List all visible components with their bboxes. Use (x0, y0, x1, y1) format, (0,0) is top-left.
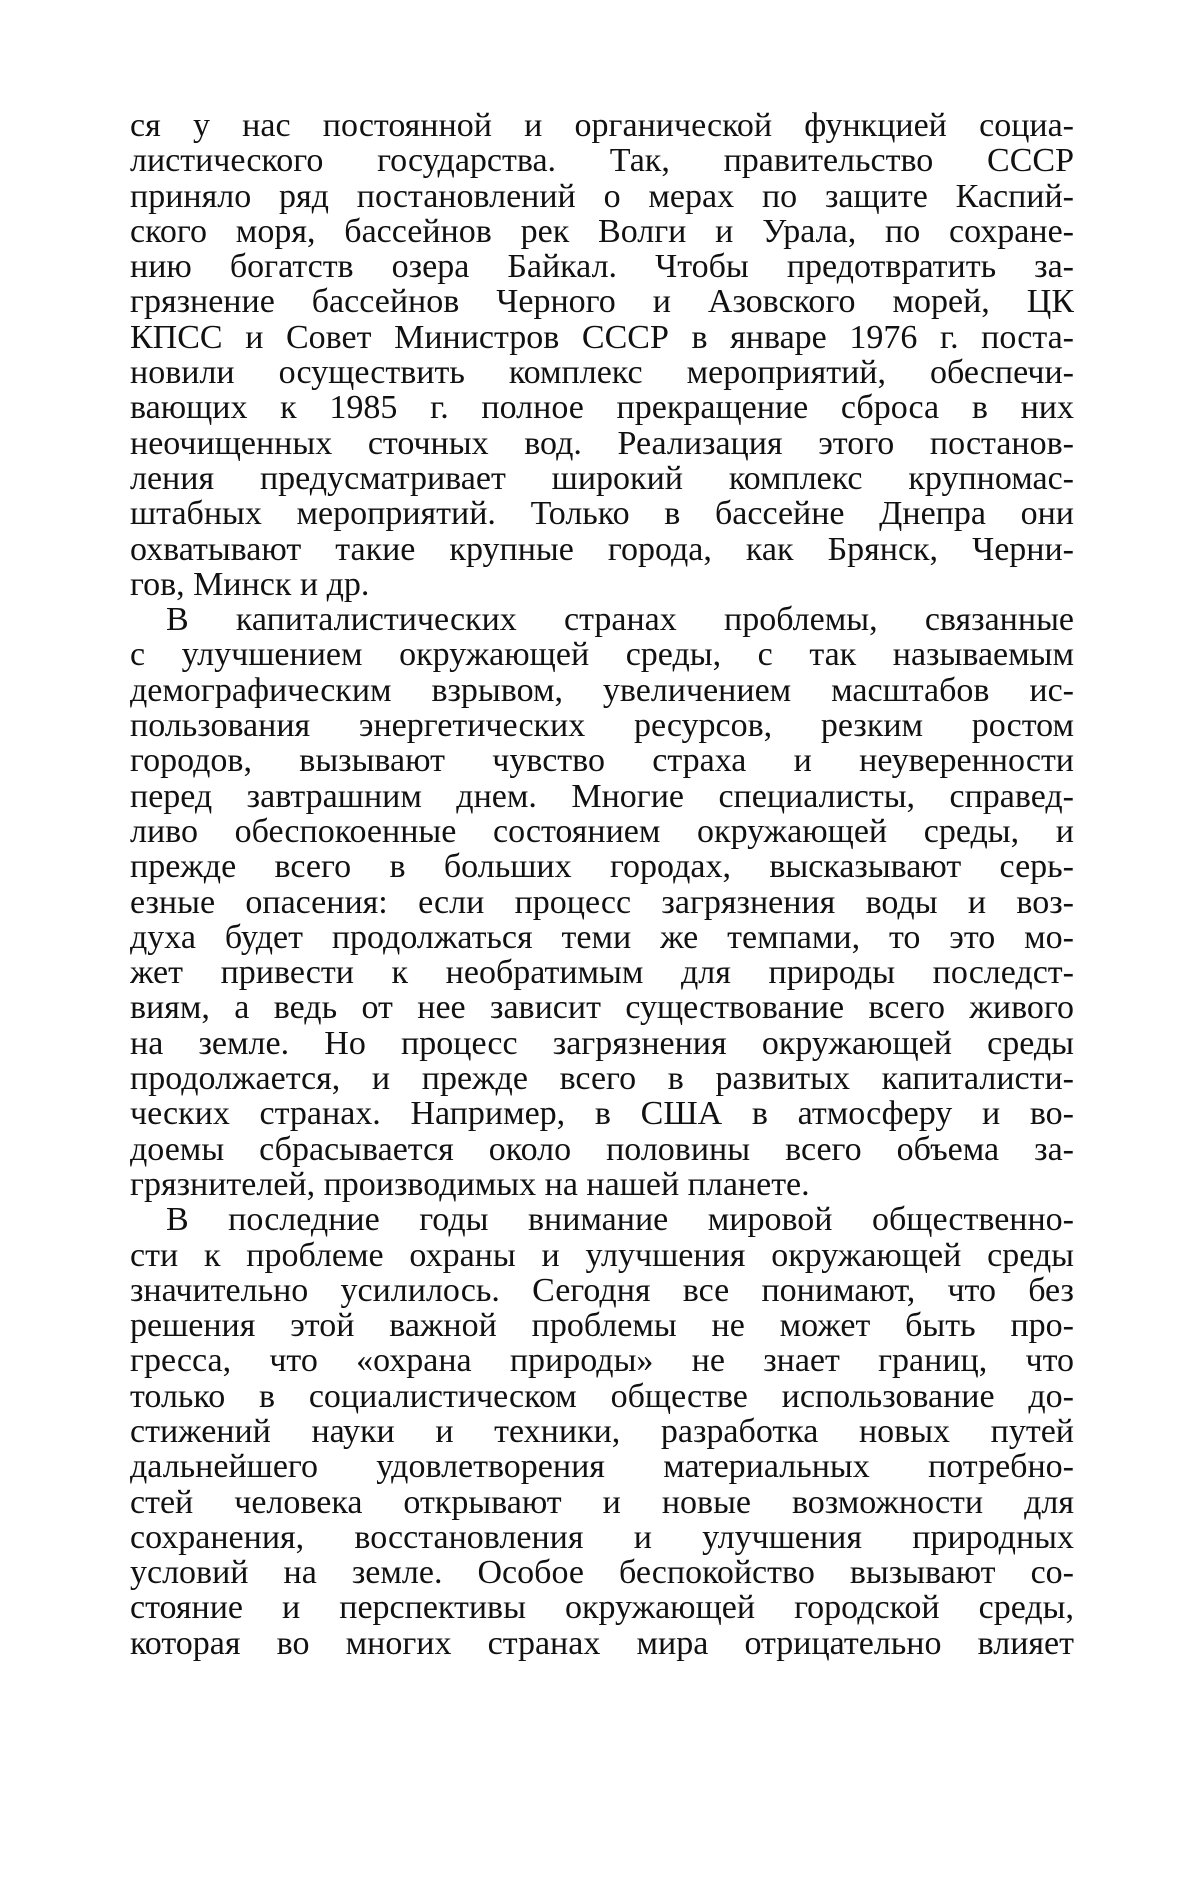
text-line: перед завтрашним днем. Многие специалисты, справед- (130, 778, 1074, 814)
text-line: охватывают такие крупные города, как Брянск, Черни- (130, 531, 1074, 567)
text-line: ливо обеспокоенные состоянием окружающей среды, и (130, 813, 1074, 850)
text-line: с улучшением окружающей среды, с так называемым (130, 637, 1074, 673)
text-line: ческих странах. Например, в США в атмосферу и во- (130, 1096, 1074, 1132)
text-line: значительно усилилось. Сегодня все понимают, что без (130, 1272, 1074, 1309)
text-line: вающих к 1985 г. полное прекращение сброса в них (130, 390, 1074, 426)
text-line: стояние и перспективы окружающей городской среды, (130, 1590, 1074, 1626)
text-line: прежде всего в больших городах, высказывают серь- (130, 849, 1074, 885)
text-line: условий на земле. Особое беспокойство вызывают со- (130, 1555, 1074, 1591)
text-line: неочищенных сточных вод. Реализация этого постанов- (130, 425, 1074, 461)
text-line: штабных мероприятий. Только в бассейне Днепра они (130, 496, 1074, 532)
text-line: стижений науки и техники, разработка новых путей (130, 1413, 1074, 1450)
text-line: ского моря, бассейнов рек Волги и Урала, по сохране- (130, 213, 1074, 250)
text-line: доемы сбрасывается около половины всего объема за- (130, 1131, 1074, 1167)
text-line: дальнейшего удовлетворения материальных потребно- (130, 1449, 1074, 1485)
text-line: стей человека открывают и новые возможности для (130, 1484, 1074, 1520)
paragraph (130, 1202, 1074, 1661)
text-line: гресса, что «охрана природы» не знает границ, что (130, 1343, 1074, 1379)
paragraph (130, 602, 1074, 1202)
text-line: ся у нас постоянной и органической функцией социа- (130, 108, 1074, 144)
text-line: сохранения, восстановления и улучшения природных (130, 1519, 1074, 1556)
text-line: демографическим взрывом, увеличением масштабов ис- (130, 672, 1074, 709)
text-line: грязнение бассейнов Черного и Азовского морей, ЦК (130, 284, 1074, 320)
text-line: виям, а ведь от нее зависит существование всего живого (130, 990, 1074, 1026)
paragraph (130, 108, 1074, 602)
text-line: жет привести к необратимым для природы последст- (130, 955, 1074, 991)
text-line: только в социалистическом обществе использование до- (130, 1378, 1074, 1414)
text-line: нию богатств озера Байкал. Чтобы предотвратить за- (130, 249, 1074, 285)
body-text (130, 108, 1074, 1661)
text-line: которая во многих странах мира отрицательно влияет (130, 1625, 1074, 1662)
text-line: духа будет продолжаться теми же темпами, то это мо- (130, 919, 1074, 956)
text-line: новили осуществить комплекс мероприятий, обеспечи- (130, 355, 1074, 391)
text-line: сти к проблеме охраны и улучшения окружающей среды (130, 1237, 1074, 1273)
text-line: ления предусматривает широкий комплекс крупномас- (130, 460, 1074, 497)
text-line: продолжается, и прежде всего в развитых капиталисти- (130, 1061, 1074, 1097)
text-line: В капиталистических странах проблемы, связанные (166, 602, 1074, 638)
text-line: городов, вызывают чувство страха и неуверенности (130, 743, 1074, 779)
text-line: приняло ряд постановлений о мерах по защите Каспий- (130, 178, 1074, 214)
text-line: езные опасения: если процесс загрязнения воды и воз- (130, 884, 1074, 920)
text-line: гов, Минск и др. (130, 566, 370, 603)
text-line: грязнителей, производимых на нашей планете. (130, 1166, 810, 1203)
text-line: В последние годы внимание мировой общественно- (166, 1202, 1074, 1238)
text-line: на земле. Но процесс загрязнения окружающей среды (130, 1025, 1074, 1062)
text-line: КПСС и Совет Министров СССР в январе 1976 г. поста- (130, 319, 1074, 356)
text-line: решения этой важной проблемы не может быть про- (130, 1308, 1074, 1344)
text-line: листического государства. Так, правительство СССР (130, 143, 1074, 179)
text-line: пользования энергетических ресурсов, резким ростом (130, 708, 1074, 744)
